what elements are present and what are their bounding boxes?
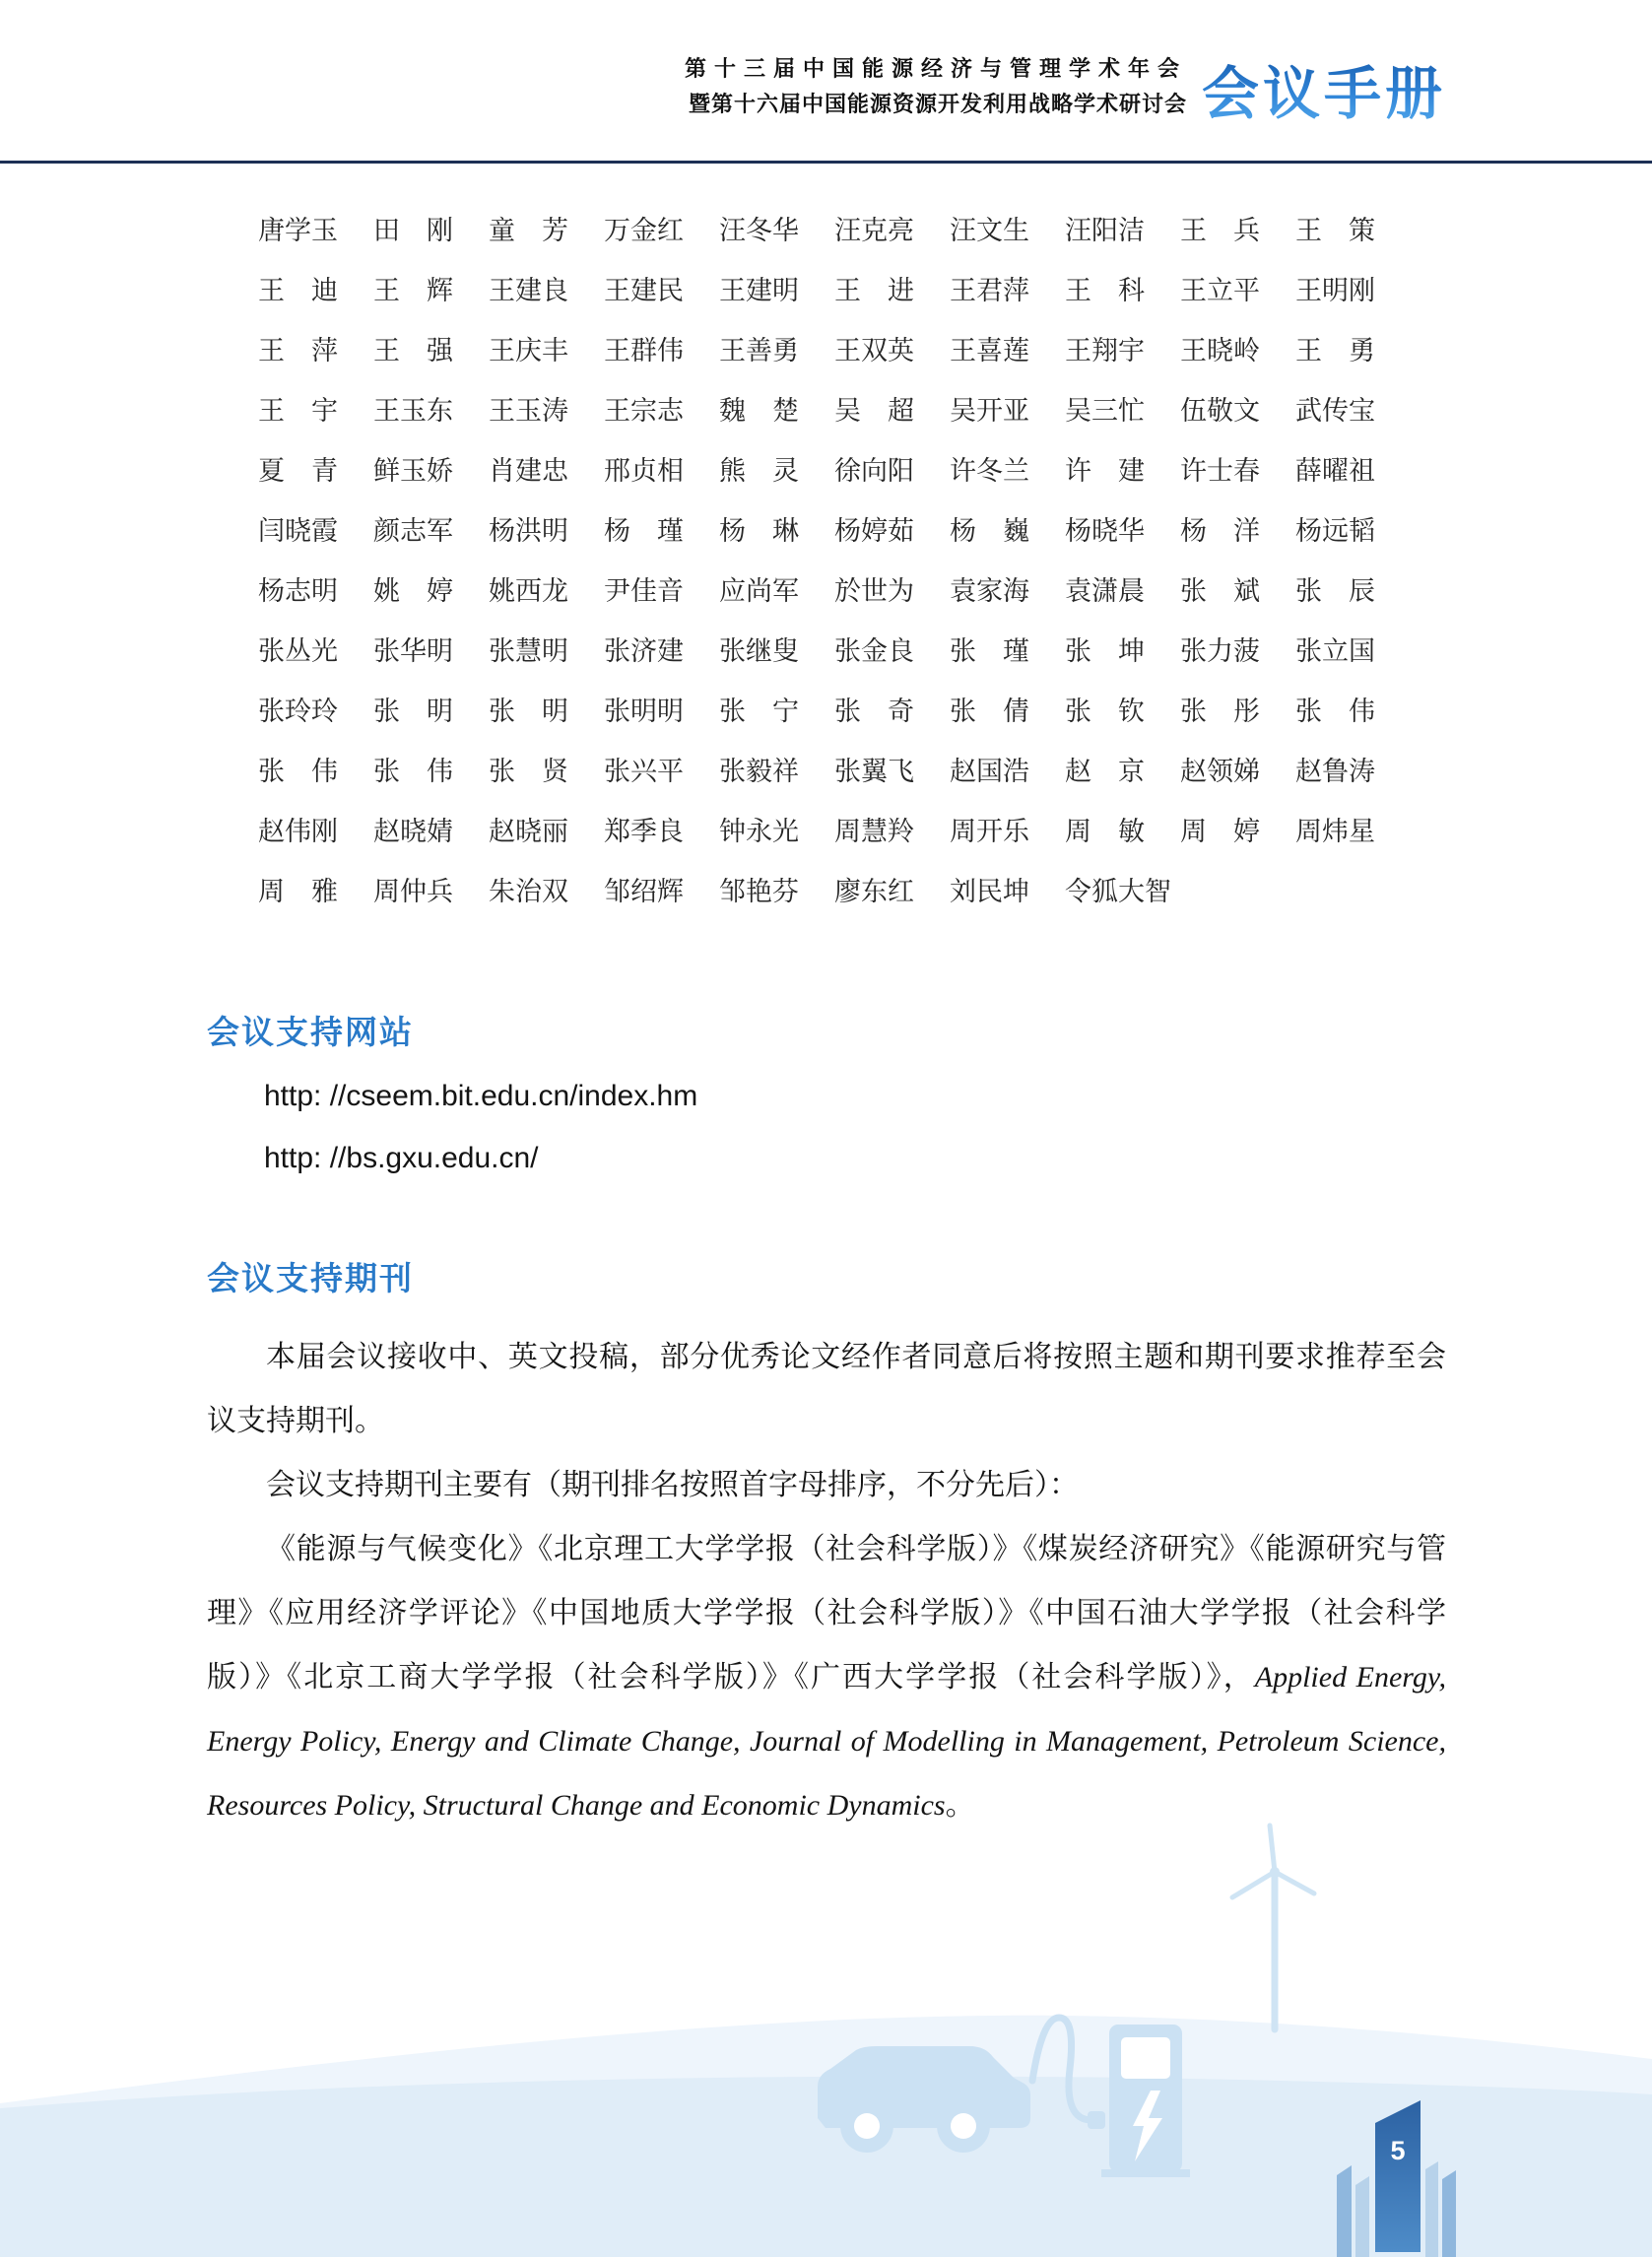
participant-name: 张 宁 [719, 697, 799, 726]
participant-name: 王 萍 [258, 336, 338, 365]
header-title-block [685, 51, 1187, 122]
participant-name: 张明明 [604, 697, 684, 726]
participant-name: 钟永光 [719, 817, 799, 846]
participant-name: 王 辉 [373, 276, 453, 305]
participant-name: 赵鲁涛 [1295, 757, 1375, 786]
participant-name: 杨 洋 [1180, 516, 1260, 546]
participant-name: 杨婷茹 [834, 516, 914, 546]
participant-name: 许冬兰 [950, 456, 1029, 486]
participant-name: 王庆丰 [489, 336, 568, 365]
participant-name: 王建明 [719, 276, 799, 305]
participant-name: 王玉涛 [489, 396, 568, 426]
participant-name: 许士春 [1180, 456, 1260, 486]
participant-name: 赵 京 [1065, 757, 1145, 786]
participant-name: 张 彤 [1180, 697, 1260, 726]
participant-name: 王 宇 [258, 396, 338, 426]
website-section-heading: 会议支持网站 [207, 1014, 414, 1050]
participant-name: 张 伟 [373, 757, 453, 786]
participant-name: 王 科 [1065, 276, 1145, 305]
participant-name: 汪克亮 [834, 216, 914, 245]
participant-name: 袁家海 [950, 576, 1029, 606]
participant-name: 张 伟 [1295, 697, 1375, 726]
participant-name: 张 明 [373, 697, 453, 726]
participant-name: 王喜莲 [950, 336, 1029, 365]
participant-name: 刘民坤 [950, 877, 1029, 906]
participant-name: 张毅祥 [719, 757, 799, 786]
participant-name: 赵晓婧 [373, 817, 453, 846]
participant-name: 王宗志 [604, 396, 684, 426]
participant-name: 张 伟 [258, 757, 338, 786]
participant-name: 汪文生 [950, 216, 1029, 245]
participant-name: 张 倩 [950, 697, 1029, 726]
website-url-2: http: //bs.gxu.edu.cn/ [264, 1142, 539, 1174]
participant-name: 魏 楚 [719, 396, 799, 426]
participant-name: 张翼飞 [834, 757, 914, 786]
participant-name: 邹绍辉 [604, 877, 684, 906]
participant-name: 童 芳 [489, 216, 568, 245]
participant-name: 王玉东 [373, 396, 453, 426]
participant-name: 王明刚 [1295, 276, 1375, 305]
participant-name: 朱治双 [489, 877, 568, 906]
participant-name: 薛曜祖 [1295, 456, 1375, 486]
participant-name: 张 坤 [1065, 636, 1145, 666]
participant-name: 唐学玉 [258, 216, 338, 245]
participant-name: 邢贞相 [604, 456, 684, 486]
journal-list-period: 。 [945, 1789, 975, 1822]
participant-name: 杨 巍 [950, 516, 1029, 546]
participant-name: 令狐大智 [1065, 877, 1171, 906]
participant-name: 田 刚 [373, 216, 453, 245]
participant-name: 姚 婷 [373, 576, 453, 606]
wind-turbine-icon [1232, 1826, 1314, 2029]
participant-name: 张华明 [373, 636, 453, 666]
journal-paragraph-note: 会议支持期刊主要有（期刊排名按照首字母排序，不分先后）： [266, 1469, 1079, 1501]
participant-name: 熊 灵 [719, 456, 799, 486]
participant-name: 周 婷 [1180, 817, 1260, 846]
participant-name: 汪阳洁 [1065, 216, 1145, 245]
participant-name: 张玲玲 [258, 697, 338, 726]
participant-name: 张 贤 [489, 757, 568, 786]
participant-name: 周 雅 [258, 877, 338, 906]
participant-name: 吴 超 [834, 396, 914, 426]
participant-name: 王善勇 [719, 336, 799, 365]
footer-decoration [0, 1823, 1652, 2257]
participant-name: 杨洪明 [489, 516, 568, 546]
participant-name: 张 瑾 [950, 636, 1029, 666]
conference-title-line2: 暨第十六届中国能源资源开发利用战略学术研讨会 [688, 92, 1187, 116]
participant-name: 张兴平 [604, 757, 684, 786]
participant-name: 张济建 [604, 636, 684, 666]
participant-name: 赵伟刚 [258, 817, 338, 846]
participant-name: 张继叟 [719, 636, 799, 666]
participant-name: 张 明 [489, 697, 568, 726]
participant-names-grid [258, 201, 1411, 922]
participant-name: 杨志明 [258, 576, 338, 606]
participant-name: 於世为 [834, 576, 914, 606]
participant-name: 赵领娣 [1180, 757, 1260, 786]
participant-name: 伍敬文 [1180, 396, 1260, 426]
participant-name: 王立平 [1180, 276, 1260, 305]
participant-name: 周 敏 [1065, 817, 1145, 846]
participant-name: 应尚军 [719, 576, 799, 606]
participant-name: 王 策 [1295, 216, 1375, 245]
participant-name: 邹艳芬 [719, 877, 799, 906]
participant-name: 张慧明 [489, 636, 568, 666]
participant-name: 郑季良 [604, 817, 684, 846]
participant-name: 徐向阳 [834, 456, 914, 486]
journal-section-heading: 会议支持期刊 [207, 1260, 414, 1296]
participant-name: 杨 琳 [719, 516, 799, 546]
participant-name: 周炜星 [1295, 817, 1375, 846]
participant-name: 武传宝 [1295, 396, 1375, 426]
participant-name: 周仲兵 [373, 877, 453, 906]
participant-name: 杨晓华 [1065, 516, 1145, 546]
participant-name: 张丛光 [258, 636, 338, 666]
participant-name: 夏 青 [258, 456, 338, 486]
participant-name: 张立国 [1295, 636, 1375, 666]
participant-name: 赵国浩 [950, 757, 1029, 786]
participant-name: 杨远韬 [1295, 516, 1375, 546]
journal-section-body [207, 1325, 1446, 1837]
participant-name: 张 辰 [1295, 576, 1375, 606]
participant-name: 吴三忙 [1065, 396, 1145, 426]
participant-name: 赵晓丽 [489, 817, 568, 846]
participant-name: 王 进 [834, 276, 914, 305]
participant-name: 张 斌 [1180, 576, 1260, 606]
journal-list-english: Applied Energy, Energy Policy, Energy and Climate Change, Journal of Modelling in Management, Petroleum Science, Resources Policy, Structural Change and Economic Dynamics [207, 1661, 1446, 1822]
participant-name: 张 钦 [1065, 697, 1145, 726]
participant-name: 吴开亚 [950, 396, 1029, 426]
participant-name: 汪冬华 [719, 216, 799, 245]
journal-list-paragraph [207, 1517, 1446, 1837]
participant-name: 张力菠 [1180, 636, 1260, 666]
participant-name: 王建良 [489, 276, 568, 305]
participant-name: 王翔宇 [1065, 336, 1145, 365]
participant-name: 王双英 [834, 336, 914, 365]
conference-title-line1: 第十三届中国能源经济与管理学术年会 [684, 56, 1187, 81]
participant-name: 万金红 [604, 216, 684, 245]
participant-name: 王晓岭 [1180, 336, 1260, 365]
participant-name: 王君萍 [950, 276, 1029, 305]
handbook-logo: 会议手册 [1202, 47, 1446, 130]
participant-name: 廖东红 [834, 877, 914, 906]
participant-name: 张 奇 [834, 697, 914, 726]
page-number: 5 [1390, 2136, 1406, 2165]
participant-name: 王 强 [373, 336, 453, 365]
participant-name: 周慧羚 [834, 817, 914, 846]
participant-name: 王建民 [604, 276, 684, 305]
participant-name: 王群伟 [604, 336, 684, 365]
website-url-1: http: //cseem.bit.edu.cn/index.hm [264, 1080, 698, 1112]
participant-name: 尹佳音 [604, 576, 684, 606]
participant-name: 袁潇晨 [1065, 576, 1145, 606]
journal-paragraph-intro: 本届会议接收中、英文投稿，部分优秀论文经作者同意后将按照主题和期刊要求推荐至会议支持期刊。 [207, 1341, 1446, 1437]
header-divider [0, 161, 1652, 164]
participant-name: 王 勇 [1295, 336, 1375, 365]
participant-name: 许 建 [1065, 456, 1145, 486]
participant-name: 颜志军 [373, 516, 453, 546]
participant-name: 杨 瑾 [604, 516, 684, 546]
participant-name: 周开乐 [950, 817, 1029, 846]
participant-name: 闫晓霞 [258, 516, 338, 546]
participant-name: 姚西龙 [489, 576, 568, 606]
journal-list-chinese: 《能源与气候变化》《北京理工大学学报（社会科学版）》《煤炭经济研究》《能源研究与管理》《应用经济学评论》《中国地质大学学报（社会科学版）》《中国石油大学学报（社会科学版）》《北京工商大学学报（社会科学版）》《广西大学学报（社会科学版）》， [207, 1533, 1446, 1693]
participant-name: 肖建忠 [489, 456, 568, 486]
participant-name: 王 迪 [258, 276, 338, 305]
participant-name: 鲜玉娇 [373, 456, 453, 486]
participant-name: 张金良 [834, 636, 914, 666]
participant-name: 王 兵 [1180, 216, 1260, 245]
